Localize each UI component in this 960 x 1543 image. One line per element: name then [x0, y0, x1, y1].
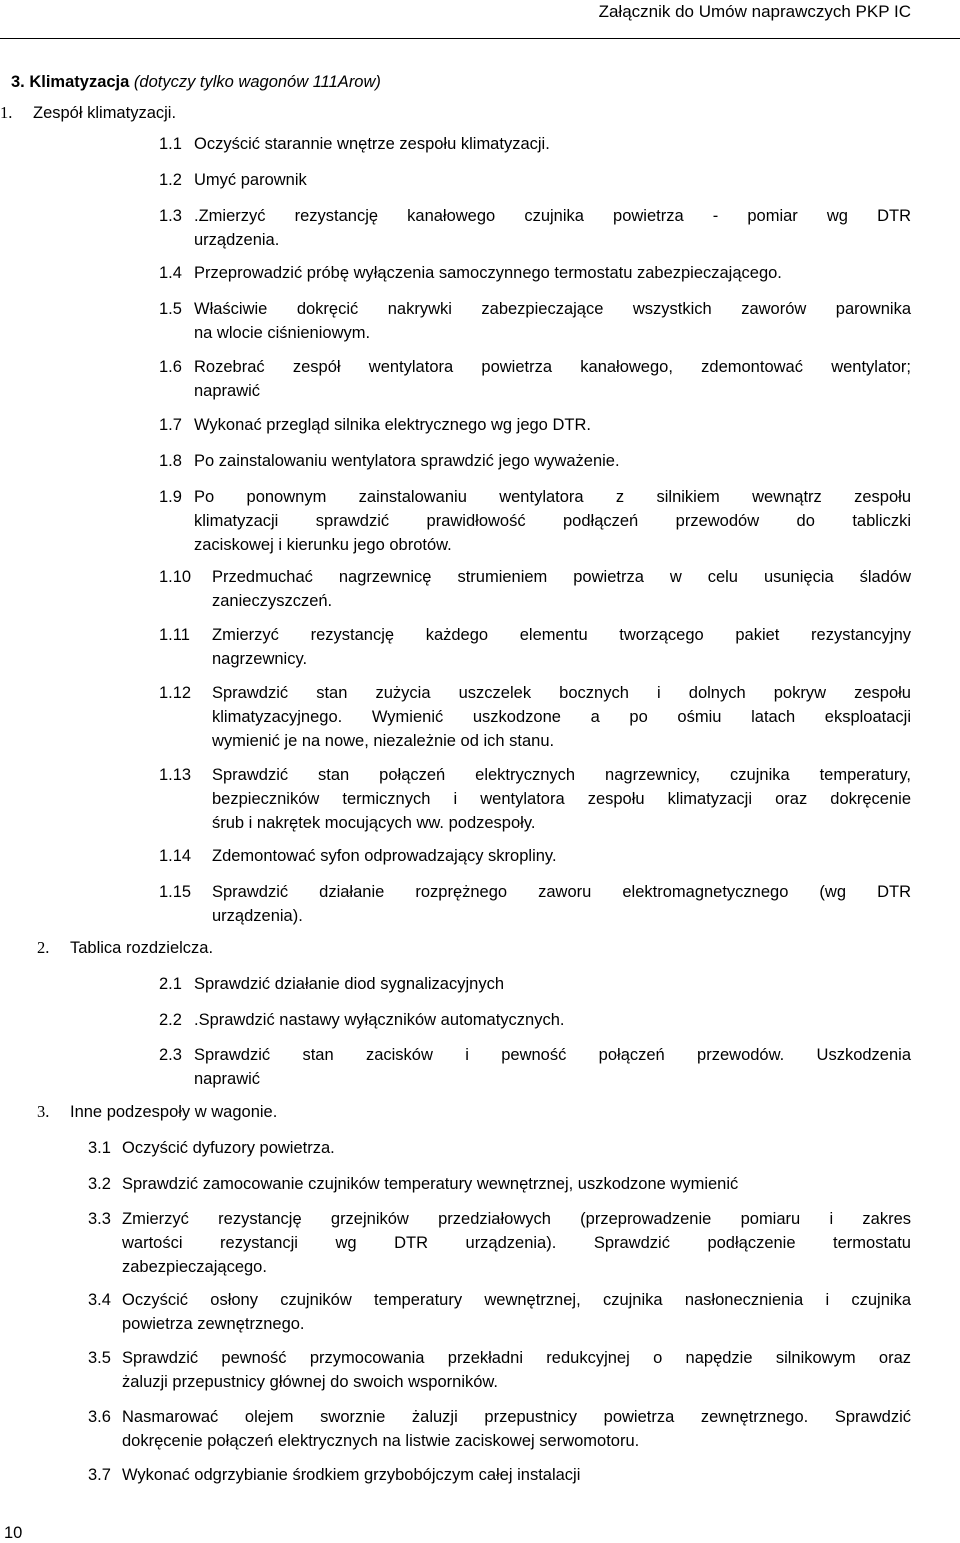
item-text: klimatyzacyjnego. Wymienić uszkodzone a po ośmiu latach eksploatacji	[212, 708, 911, 726]
list-item-continuation	[212, 590, 911, 612]
group3-heading	[37, 1101, 277, 1123]
item-number: 1.7	[159, 416, 182, 434]
item-number: 1.15	[159, 883, 192, 901]
list-item	[159, 764, 911, 786]
group2-heading	[37, 937, 213, 959]
list-item	[159, 486, 911, 508]
list-item	[159, 973, 911, 995]
item-number: 1.8	[159, 452, 182, 470]
list-item	[159, 1044, 911, 1066]
item-text: klimatyzacji sprawdzić prawidłowość podłączeń przewodów do tabliczki	[194, 512, 911, 530]
page-number: 10	[4, 1524, 23, 1542]
list-item-continuation	[194, 380, 911, 402]
item-text: urządzenia.	[194, 231, 280, 249]
item-text: Rozebrać zespół wentylatora powietrza kanałowego, zdemontować wentylator;	[194, 358, 911, 376]
item-text: naprawić	[194, 1070, 261, 1088]
list-item-continuation	[122, 1313, 911, 1335]
list-item-continuation	[194, 510, 911, 532]
item-text: Właściwie dokręcić nakrywki zabezpieczające wszystkich zaworów parownika	[194, 300, 911, 318]
item-text: powietrza zewnętrznego.	[122, 1315, 305, 1333]
list-item-continuation	[122, 1232, 911, 1254]
item-text: Sprawdzić zamocowanie czujników temperatury wewnętrznej, uszkodzone wymienić	[122, 1175, 739, 1193]
item-number: 3.5	[88, 1349, 111, 1367]
item-number: 3.6	[88, 1408, 111, 1426]
item-text: zanieczyszczeń.	[212, 592, 333, 610]
list-item	[159, 205, 911, 227]
list-item-continuation	[122, 1430, 911, 1452]
item-text: bezpieczników termicznych i wentylatora zespołu klimatyzacji oraz dokręcenie	[212, 790, 911, 808]
list-item-continuation	[194, 322, 911, 344]
item-text: Sprawdzić stan zużycia uszczelek bocznych i dolnych pokryw zespołu	[212, 684, 911, 702]
item-number: 3.7	[88, 1466, 111, 1484]
list-item	[88, 1406, 911, 1428]
item-text: .Zmierzyć rezystancję kanałowego czujnika powietrza - pomiar wg DTR	[194, 207, 911, 225]
item-number: 2.3	[159, 1046, 182, 1064]
list-item	[159, 845, 911, 867]
list-item-continuation	[194, 229, 911, 251]
item-number: 1.14	[159, 847, 192, 865]
item-text: Po ponownym zainstalowaniu wentylatora z silnikiem wewnątrz zespołu	[194, 488, 911, 506]
item-text: Sprawdzić stan połączeń elektrycznych nagrzewnicy, czujnika temperatury,	[212, 766, 911, 784]
item-number: 1.12	[159, 684, 192, 702]
list-item	[88, 1137, 911, 1159]
list-item-continuation	[122, 1256, 911, 1278]
item-number: 1.13	[159, 766, 192, 784]
list-item	[159, 414, 911, 436]
item-number: 2.2	[159, 1011, 182, 1029]
list-item-continuation	[212, 706, 911, 728]
list-item	[159, 298, 911, 320]
list-item	[159, 566, 911, 588]
item-number: 2.1	[159, 975, 182, 993]
item-number: 1.11	[159, 626, 190, 644]
list-item	[159, 356, 911, 378]
item-text: naprawić	[194, 382, 261, 400]
item-text: wartości rezystancji wg DTR urządzenia). Sprawdzić podłączenie termostatu	[122, 1234, 911, 1252]
item-number: 1.4	[159, 264, 182, 282]
list-item-continuation	[194, 534, 911, 556]
item-text: .Sprawdzić nastawy wyłączników automatycznych.	[194, 1011, 565, 1029]
list-item-continuation	[212, 905, 911, 927]
item-number: 1.10	[159, 568, 192, 586]
header-text: Załącznik do Umów naprawczych PKP IC	[598, 2, 911, 21]
group-title: Zespół klimatyzacji.	[33, 104, 177, 122]
item-number: 3.1	[88, 1139, 111, 1157]
item-number: 3.2	[88, 1175, 111, 1193]
header-rule	[0, 38, 960, 39]
item-text: Sprawdzić stan zacisków i pewność połączeń przewodów. Uszkodzenia	[194, 1046, 911, 1064]
item-text: Przedmuchać nagrzewnicę strumieniem powietrza w celu usunięcia śladów	[212, 568, 911, 586]
item-text: Po zainstalowaniu wentylatora sprawdzić jego wyważenie.	[194, 452, 620, 470]
item-text: nagrzewnicy.	[212, 650, 308, 668]
section-title: 3. Klimatyzacja	[11, 73, 130, 91]
item-number: 3.3	[88, 1210, 111, 1228]
section-heading	[11, 71, 381, 93]
list-item-continuation	[122, 1371, 911, 1393]
item-number: 1.2	[159, 171, 182, 189]
list-item-continuation	[194, 1068, 911, 1090]
list-item	[88, 1208, 911, 1230]
item-text: Oczyścić dyfuzory powietrza.	[122, 1139, 335, 1157]
group1-heading	[0, 102, 176, 124]
list-item-continuation	[212, 812, 911, 834]
list-item	[159, 169, 911, 191]
list-item	[88, 1173, 911, 1195]
list-item	[159, 450, 911, 472]
item-number: 1.1	[159, 135, 182, 153]
page-header	[599, 1, 911, 23]
item-text: Sprawdzić działanie diod sygnalizacyjnych	[194, 975, 504, 993]
item-text: wymienić je na nowe, niezależnie od ich stanu.	[212, 732, 555, 750]
group-title: Inne podzespoły w wagonie.	[70, 1103, 278, 1121]
item-text: Wykonać przegląd silnika elektrycznego wg jego DTR.	[194, 416, 591, 434]
item-text: śrub i nakrętek mocujących ww. podzespoły.	[212, 814, 536, 832]
list-item	[159, 682, 911, 704]
item-number: 1.6	[159, 358, 182, 376]
list-item	[88, 1347, 911, 1369]
item-number: 1.3	[159, 207, 182, 225]
list-item	[159, 624, 911, 646]
item-text: na wlocie ciśnieniowym.	[194, 324, 371, 342]
list-item	[159, 881, 911, 903]
item-text: Sprawdzić pewność przymocowania przekładni redukcyjnej o napędzie silnikowym oraz	[122, 1349, 911, 1367]
item-text: Nasmarować olejem sworznie żaluzji przepustnicy powietrza zewnętrznego. Sprawdzić	[122, 1408, 911, 1426]
list-item	[159, 1009, 911, 1031]
list-item	[88, 1464, 911, 1486]
item-text: urządzenia).	[212, 907, 303, 925]
item-text: Zmierzyć rezystancję grzejników przedziałowych (przeprowadzenie pomiaru i zakres	[122, 1210, 911, 1228]
item-text: Oczyścić starannie wnętrze zespołu klimatyzacji.	[194, 135, 550, 153]
list-item-continuation	[212, 788, 911, 810]
list-item	[159, 133, 911, 155]
list-item-continuation	[212, 648, 911, 670]
item-text: Sprawdzić działanie rozprężnego zaworu elektromagnetycznego (wg DTR	[212, 883, 911, 901]
item-text: dokręcenie połączeń elektrycznych na listwie zaciskowej serwomotoru.	[122, 1432, 640, 1450]
item-text: żaluzji przepustnicy głównej do swoich wsporników.	[122, 1373, 499, 1391]
list-item	[159, 262, 911, 284]
item-text: Oczyścić osłony czujników temperatury wewnętrznej, czujnika nasłonecznienia i czujnika	[122, 1291, 911, 1309]
group-number: 2.	[37, 938, 50, 957]
item-number: 1.9	[159, 488, 182, 506]
group-number: 3.	[37, 1102, 50, 1121]
list-item	[88, 1289, 911, 1311]
item-text: Zdemontować syfon odprowadzający skropliny.	[212, 847, 557, 865]
item-text: zaciskowej i kierunku jego obrotów.	[194, 536, 452, 554]
group-number: 1.	[0, 103, 13, 122]
list-item-continuation	[212, 730, 911, 752]
item-text: Wykonać odgrzybianie środkiem grzybobójczym całej instalacji	[122, 1466, 581, 1484]
group-title: Tablica rozdzielcza.	[70, 939, 214, 957]
section-subtitle: (dotyczy tylko wagonów 111Arow)	[133, 73, 381, 91]
item-number: 1.5	[159, 300, 182, 318]
item-text: Umyć parownik	[194, 171, 307, 189]
item-text: zabezpieczającego.	[122, 1258, 267, 1276]
item-text: Przeprowadzić próbę wyłączenia samoczynnego termostatu zabezpieczającego.	[194, 264, 782, 282]
item-number: 3.4	[88, 1291, 111, 1309]
item-text: Zmierzyć rezystancję każdego elementu tworzącego pakiet rezystancyjny	[212, 626, 911, 644]
